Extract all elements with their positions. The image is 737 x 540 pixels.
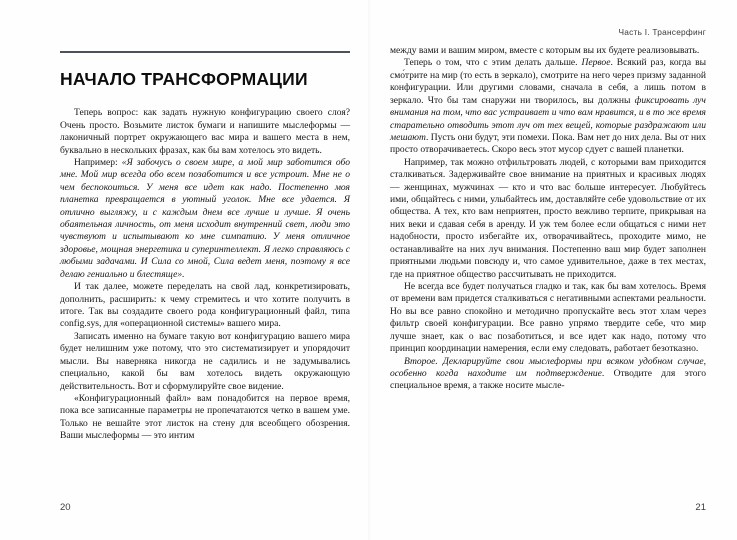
paragraph: Например, так можно отфильтровать людей, с которыми вам приходится сталкиваться. Задерживайте свое внимание на приятных и красивых людях — женщинах, мужчинах — кто и что вас больше интересует. Любуйтесь ими, общайтесь с ними, улыбайтесь им, доставляйте себе удовольствие от их общества. А тех, кто вам неприятен, просто вежливо терпите, прикрывая на них веки и сдавая себя в аренду. И уж тем более если общаться с ними нет надобности, просто избегайте их, отворачивайтесь, проходите мимо, не останавливайте на них луч внимания. Постепенно ваш мир будет заполнен приятными людьми повсюду и, что самое удивительное, даже в тех местах, где на приятное общество рассчитывать не приходится.	[390, 156, 706, 280]
chapter-title: НАЧАЛО ТРАНСФОРМАЦИИ	[60, 69, 308, 89]
left-page-body	[60, 107, 350, 442]
paragraph-post-text: . Пусть они будут, эти помехи. Пока. Вам нет до них дела. Вы от них просто отворачиваетесь. Скоро весь этот мусор сдует с вашей планетки.	[390, 131, 706, 156]
paragraph-pre-text: Теперь о том, что с этим делать дальше.	[404, 57, 582, 69]
paragraph	[60, 157, 350, 281]
paragraph	[390, 356, 706, 393]
left-page	[0, 0, 368, 540]
running-head: Часть I. Трансерфинг	[618, 27, 706, 37]
chapter-rule	[60, 51, 350, 53]
paragraph: Теперь вопрос: как задать нужную конфигурацию своего слоя? Очень просто. Возьмите листок бумаги и напишите мыслеформы — лаконичный портрет окружающего вас мира и вашего места в нем, буквально в нескольких фразах, как бы вам хотелось это видеть.	[60, 107, 350, 156]
emphasis-fixate-attention: фиксировать луч внимания на том, что вас устраивает и что вам нравится, и в то же время старательно отводить этот луч от тех вещей, которые раздражают или мешают	[390, 94, 706, 143]
paragraph: Записать именно на бумаге такую вот конфигурацию вашего мира будет нелишним уже потому, что это систематизирует и упорядочит мысли. Вы наверняка никогда не садились и не задумывались специально, какой бы вам хотелось видеть окружающую действительность. Вот и сформулируйте свое видение.	[60, 330, 350, 392]
paragraph	[390, 57, 706, 156]
paragraph-post-text: . Отводите для этого специальное время, а также носите мысле-	[390, 367, 706, 392]
paragraph: И так далее, можете переделать на свой лад, конкретизировать, дополнить, расширить: к чему стремитесь и что хотите получить в итоге. Так вы создадите своего рода конфигурационный файл, типа config.sys, для «операционной системы» вашего мира.	[60, 281, 350, 330]
paragraph-mid-text: . Всякий раз, когда вы смо́трите на мир (то есть в зеркало), смотрите на него через призму заданной конфигурации. Или другими словами, сначала в себя, а лишь потом в зеркало. Что бы там снаружи ни творилось, вы должны	[390, 57, 707, 106]
right-page-body	[390, 45, 706, 393]
page-number-left: 20	[60, 502, 71, 513]
emphasis-vtoroe: Второе. Декларируйте свои мыслеформы при всяком удобном случае, особенно когда находите им подтверждение	[390, 355, 706, 379]
paragraph: Не всегда все будет получаться гладко и так, как бы вам хотелось. Время от времени вам придется сталкиваться с негативными аспектами реальности. Но вы все равно спокойно и методично пропускайте весь этот хлам через фильтр своей конфигурации. Все равно упрямо твердите себе, что мир лучше знает, как о вас позаботиться, и все идет как надо, потому что принцип координации намерения, если ему следовать, работает безотказно.	[390, 281, 706, 355]
emphasis-pervoe: Первое	[581, 57, 611, 69]
right-page	[368, 0, 736, 540]
paragraph: между вами и вашим миром, вместе с которым вы их будете реализовывать.	[390, 45, 700, 56]
paragraph-quote-italic: «Я забочусь о своем мире, а мой мир заботится обо мне. Мой мир всегда обо всем позаботится и все устроит. Мне не о чем беспокоиться. У меня все идет как надо. Постепенно моя планетка превращается в уютный уголок. Мне все удается. Я отлично выгляжу, и с каждым днем все лучше и лучше. Я очень обаятельная личность, от меня исходит внутренний свет, люди это чувствуют и испытывают ко мне симпатию. У меня отличное здоровье, мощная энергетика и суперинтеллект. Я легко справляюсь с любыми задачами. И Сила со мной, Сила ведет меня, поэтому я все делаю гениально и блестяще».	[60, 156, 351, 280]
page-number-right: 21	[695, 502, 706, 513]
paragraph-lead-text: Например:	[74, 156, 122, 168]
paragraph: «Конфигурационный файл» вам понадобится на первое время, пока все записанные параметры не пропечатаются четко в вашем уме. Только не вешайте этот листок на стену для всеобщего обозрения. Ваши мыслеформы — это интим	[60, 392, 350, 442]
